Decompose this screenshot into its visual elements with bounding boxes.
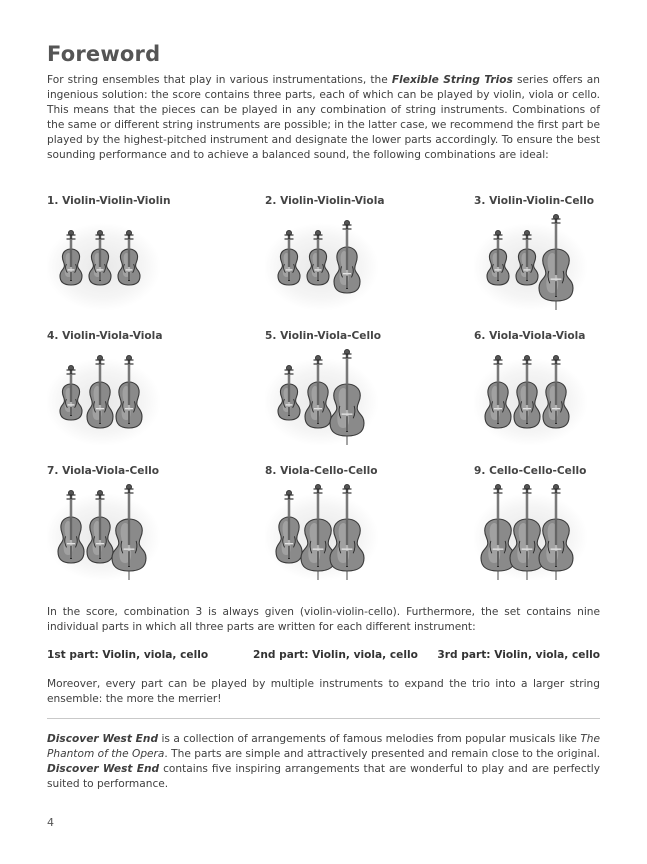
instrument-illustration	[265, 344, 395, 448]
discover-text: contains five inspiring arrangements that are wonderful to play and are perfectly suited to performance.	[47, 763, 601, 791]
combination-5	[265, 330, 455, 450]
instrument-illustration	[47, 479, 177, 583]
score-note: In the score, combination 3 is always given (violin-violin-cello). Furthermore, the set contains nine individual parts in which all three parts are written for each different instrument:	[47, 606, 600, 634]
combination-1	[47, 195, 237, 315]
section-divider	[47, 718, 600, 719]
combination-6	[474, 330, 647, 450]
combination-label: 9. Cello-Cello-Cello	[474, 465, 587, 477]
discover-text: . The parts are simple and attractively presented and remain close to the original.	[164, 748, 601, 761]
first-part: 1st part: Violin, viola, cello	[47, 649, 209, 661]
combination-4	[47, 330, 237, 450]
instrument-illustration	[47, 209, 177, 313]
combination-label: 6. Viola-Viola-Viola	[474, 330, 586, 342]
instrument-illustration	[47, 344, 177, 448]
page-number: 4	[47, 816, 54, 829]
collection-name: Discover West End	[47, 763, 160, 776]
instrument-illustration	[265, 209, 395, 313]
second-part: 2nd part: Violin, viola, cello	[253, 649, 418, 661]
moreover-paragraph: Moreover, every part can be played by multiple instruments to expand the trio into a larger string ensemble: the more the merrier!	[47, 678, 600, 706]
combination-label: 7. Viola-Viola-Cello	[47, 465, 160, 477]
discover-paragraph	[47, 732, 600, 792]
instrument-illustration	[474, 479, 604, 583]
combination-3	[474, 195, 647, 315]
combination-8	[265, 465, 455, 585]
third-part: 3rd part: Violin, viola, cello	[437, 649, 600, 661]
combination-label: 1. Violin-Violin-Violin	[47, 195, 171, 207]
intro-text-end: series offers an ingenious solution: the score contains three parts, each of which can be played by violin, viola or cello. This means that the pieces can be played in any combination of string instruments. Combinations of the same or different string instruments are possible; in the latter case, we recommend the first part be played by the highest-pitched instrument and designate the lower parts accordingly. To ensure the best sounding performance and to achieve a balanced sound, the following combinations are ideal:	[47, 74, 600, 162]
instrument-illustration	[474, 344, 604, 448]
intro-text-start: For string ensembles that play in various instrumentations, the	[47, 74, 392, 86]
combination-label: 2. Violin-Violin-Viola	[265, 195, 385, 207]
instrument-illustration	[474, 209, 604, 313]
musical-title: The Phantom of the Opera	[47, 733, 601, 761]
page-title: Foreword	[47, 42, 161, 66]
combination-7	[47, 465, 237, 585]
parts-row	[47, 649, 600, 665]
combination-label: 5. Violin-Viola-Cello	[265, 330, 382, 342]
collection-name: Discover West End	[47, 733, 159, 745]
combination-label: 3. Violin-Violin-Cello	[474, 195, 595, 207]
instrument-illustration	[265, 479, 395, 583]
combination-2	[265, 195, 455, 315]
combination-label: 8. Viola-Cello-Cello	[265, 465, 378, 477]
combination-9	[474, 465, 647, 585]
series-name: Flexible String Trios	[391, 74, 513, 86]
combination-label: 4. Violin-Viola-Viola	[47, 330, 163, 342]
discover-text: is a collection of arrangements of famous melodies from popular musicals like	[158, 733, 581, 745]
